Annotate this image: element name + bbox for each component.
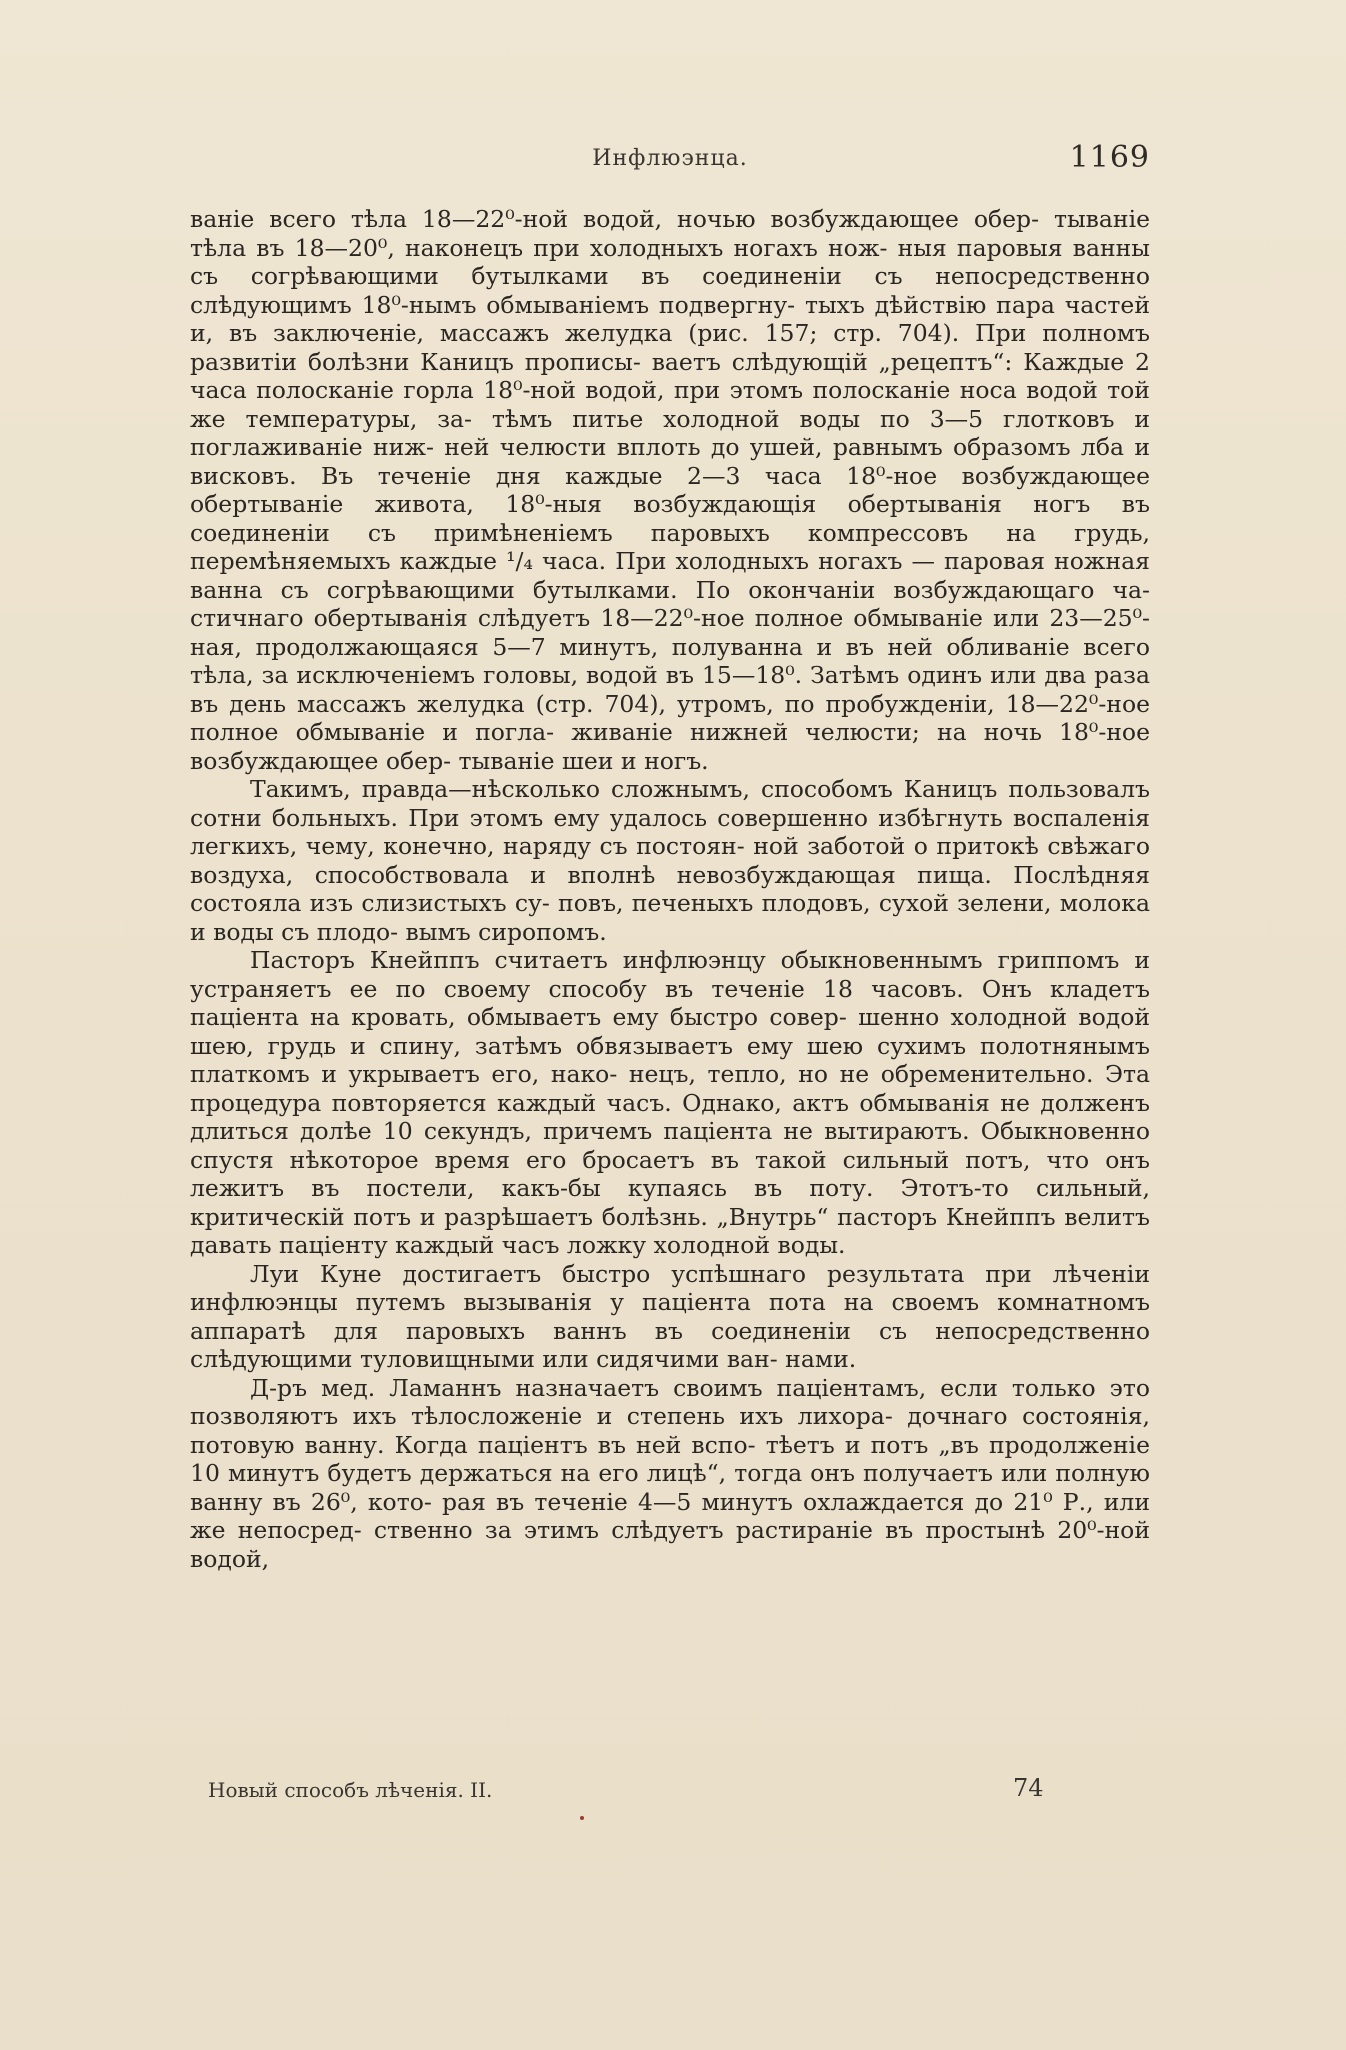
text-line: невозбуждающая пища. Послѣдняя состояла изъ слизистыхъ су-	[190, 860, 1150, 917]
text-line: живота, 18⁰-ныя возбуждающія обертыванія ногъ въ соединеніи съ	[190, 490, 1150, 547]
text-line: тыхъ дѣйствію пара частей и, въ заключеніе, массажъ желудка (рис.	[190, 290, 1150, 347]
text-line: 23—25⁰-ная, продолжающаяся 5—7 минутъ, полуванна и въ ней	[190, 604, 1150, 661]
text-line: лицѣ“, тогда онъ получаетъ или полную ванну въ 26⁰, кото-	[190, 1459, 1151, 1516]
text-line: непосредственно слѣдующими туловищными или сидячими ван-	[190, 1316, 1150, 1373]
text-line: ней челюсти вплоть до ушей, равнымъ образомъ лба и висковъ.	[190, 433, 1150, 490]
paragraph-3	[190, 946, 1150, 1260]
text-line: 10 секундъ, причемъ паціента не вытираютъ. Обыкновенно	[382, 1117, 1150, 1145]
text-line: гриппомъ и устраняетъ ее по своему способу въ теченіе 18 часовъ.	[190, 946, 1150, 1003]
text-line: стичнаго обертыванія слѣдуетъ 18—22⁰-ное полное обмываніе или	[190, 604, 1040, 632]
text-line: непосредственно слѣдующимъ 18⁰-нымъ обмываніемъ подвергну-	[190, 262, 1150, 319]
book-title: Новый способъ лѣченія. II.	[208, 1778, 493, 1802]
text-line: холодной воды.	[653, 1231, 846, 1259]
text-line: Затѣмъ одинъ или два раза въ день массажъ желудка (стр. 704),	[190, 661, 1150, 718]
text-line: только это позволяютъ ихъ тѣлосложеніе и степень ихъ лихора-	[190, 1373, 1150, 1430]
text-line: рая въ теченіе 4—5 минутъ охлаждается до 21⁰ Р., или же непосред-	[190, 1487, 1150, 1544]
text-line: нецъ, тепло, но не обременительно. Эта процедура повторяется	[190, 1060, 1150, 1117]
paragraph-4	[190, 1260, 1150, 1374]
text-line: тываніе тѣла въ 18—20⁰, наконецъ при холодныхъ ногахъ нож-	[190, 205, 1150, 262]
text-line: вымъ сиропомъ.	[405, 917, 607, 946]
text-line: утромъ, по пробужденіи, 18—22⁰-ное полное обмываніе и погла-	[190, 689, 1150, 746]
text-line: пользовалъ сотни больныхъ. При этомъ ему удалось совершенно	[190, 775, 1150, 832]
text-line: ваетъ слѣдующій „рецептъ“: Каждые 2 часа полосканіе горла 18⁰-ной	[190, 347, 1150, 404]
text-line: Такимъ, правда—нѣсколько сложнымъ, способомъ Каницъ	[250, 775, 998, 803]
page-number: 1169	[1069, 140, 1150, 175]
text-line: Въ теченіе дня каждые 2—3 часа 18⁰-ное возбуждающее обертываніе	[190, 461, 1150, 518]
text-line: сильный, критическій потъ и разрѣшаетъ болѣзнь. „Внутрь“	[190, 1174, 1150, 1231]
running-title: Инфлюэнца.	[592, 146, 748, 171]
text-line: примѣненіемъ паровыхъ компрессовъ на грудь, перемѣняемыхъ	[190, 518, 1150, 575]
text-line: живаніе нижней челюсти; на ночь 18⁰-ное возбуждающее обер-	[190, 718, 1150, 775]
signature-mark: 74	[1013, 1774, 1044, 1802]
text-line: тываніе шеи и ногъ.	[458, 746, 709, 775]
text-line: пасторъ Кнейппъ велитъ давать паціенту каждый часъ ложку	[190, 1202, 1150, 1259]
page-header	[190, 140, 1150, 180]
text-line: каждые ¹/₄ часа. При холодныхъ ногахъ — паровая ножная ванна	[190, 547, 1150, 604]
paragraph-2	[190, 775, 1150, 946]
text-line: обливаніе всего тѣла, за исключеніемъ головы, водой въ 15—18⁰.	[190, 632, 1150, 689]
text-line: спустя нѣкоторое время его бросаетъ въ такой сильный потъ, что	[190, 1145, 1090, 1174]
paragraph-5	[190, 1374, 1150, 1574]
body-text	[190, 205, 1150, 1573]
text-line: ственно за этимъ слѣдуетъ растираніе въ простынѣ 20⁰-ной водой,	[190, 1516, 1150, 1573]
text-line: ныя паровыя ванны съ согрѣвающими бутылками въ соединеніи съ	[190, 233, 1150, 290]
text-line: Д-ръ мед. Ламаннъ назначаетъ своимъ паціентамъ, если	[250, 1373, 998, 1402]
text-line: тѣетъ и потъ „въ продолженіе 10 минутъ будетъ держаться на его	[190, 1430, 1150, 1487]
text-line: онъ лежитъ въ постели, какъ-бы купаясь въ поту. Этотъ-то	[190, 1145, 1150, 1202]
text-line: ему шею сухимъ полотнянымъ платкомъ и укрываетъ его, нако-	[190, 1031, 1150, 1088]
text-line: ной заботой о притокѣ свѣжаго воздуха, способствовала и вполнѣ	[190, 832, 1150, 889]
text-line: Луи Куне достигаетъ быстро успѣшнаго результата при	[250, 1259, 1032, 1288]
text-line: ваніе всего тѣла 18—22⁰-ной водой, ночью возбуждающее обер-	[190, 205, 1040, 233]
text-line: нами.	[785, 1345, 857, 1373]
text-line: 157; стр. 704). При полномъ развитіи болѣзни Каницъ прописы-	[190, 319, 1150, 376]
text-line: повъ, печеныхъ плодовъ, сухой зелени, молока и воды съ плодо-	[190, 889, 1150, 946]
text-line: тѣмъ питье холодной воды по 3—5 глотковъ и поглаживаніе ниж-	[190, 404, 1150, 461]
text-line: Пасторъ Кнейппъ считаетъ инфлюэнцу обыкновеннымъ	[250, 946, 983, 974]
text-line: съ согрѣвающими бутылками. По окончаніи возбуждающаго ча-	[280, 575, 1150, 604]
text-line: комнатномъ аппаратѣ для паровыхъ ваннъ въ соединеніи съ	[190, 1288, 1150, 1345]
text-line: Онъ кладетъ паціента на кровать, обмываетъ ему быстро совер-	[190, 974, 1150, 1031]
text-line: избѣгнуть воспаленія легкихъ, чему, конечно, наряду съ постоян-	[190, 803, 1150, 860]
text-line: дочнаго состоянія, потовую ванну. Когда паціентъ въ ней вспо-	[190, 1402, 1150, 1459]
text-line: водой, при этомъ полосканіе носа водой той же температуры, за-	[190, 376, 1150, 433]
text-line: шенно холодной водой шею, грудь и спину, затѣмъ обвязываетъ	[190, 1003, 1151, 1060]
ink-speck	[580, 1816, 584, 1820]
paragraph-1	[190, 205, 1150, 775]
text-line: лѣченіи инфлюэнцы путемъ вызыванія у паціента пота на своемъ	[190, 1259, 1150, 1316]
text-line: каждый часъ. Однако, актъ обмыванія не долженъ длиться долѣе	[190, 1088, 1150, 1145]
page-footer	[208, 1774, 1068, 1810]
